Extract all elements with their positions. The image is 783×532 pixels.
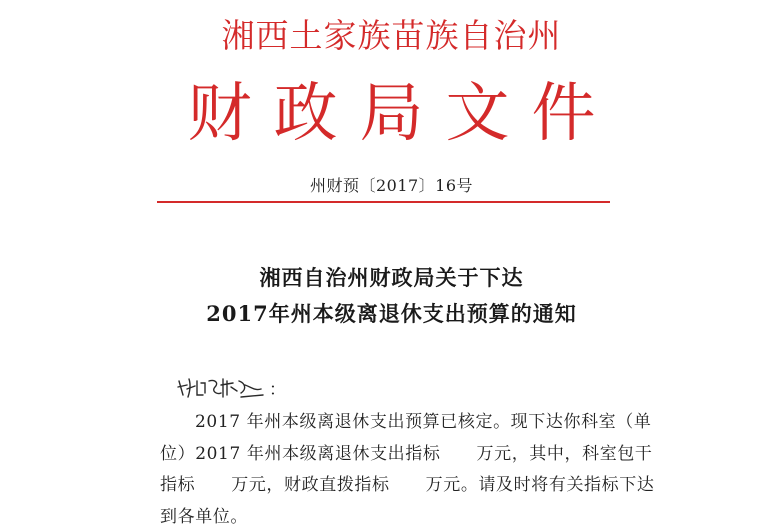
recipient-colon: ： (269, 379, 286, 400)
body-text-line-2: 位）2017 年州本级离退休支出指标 万元，其中，科室包干 (160, 444, 653, 464)
body-text-line-4: 到各单位。 (160, 507, 248, 527)
issuing-organization: 湘西土家族苗族自治州 (221, 16, 562, 55)
handwritten-recipient-signature (175, 373, 267, 401)
recipient-line (175, 372, 286, 402)
document-number: 州财预〔2017〕16号 (309, 176, 474, 195)
red-divider-line (157, 201, 610, 203)
body-text-line-1: 2017 年州本级离退休支出预算已核定。现下达你科室（单 (195, 412, 652, 432)
notice-title-line-2: 2017年州本级离退休支出预算的通知 (206, 301, 577, 326)
document-type-heading: 财政局文件 (187, 77, 618, 151)
body-text-line-3: 指标 万元，财政直拨指标 万元。请及时将有关指标下达 (160, 475, 655, 495)
notice-title-line-1: 湘西自治州财政局关于下达 (259, 265, 524, 290)
